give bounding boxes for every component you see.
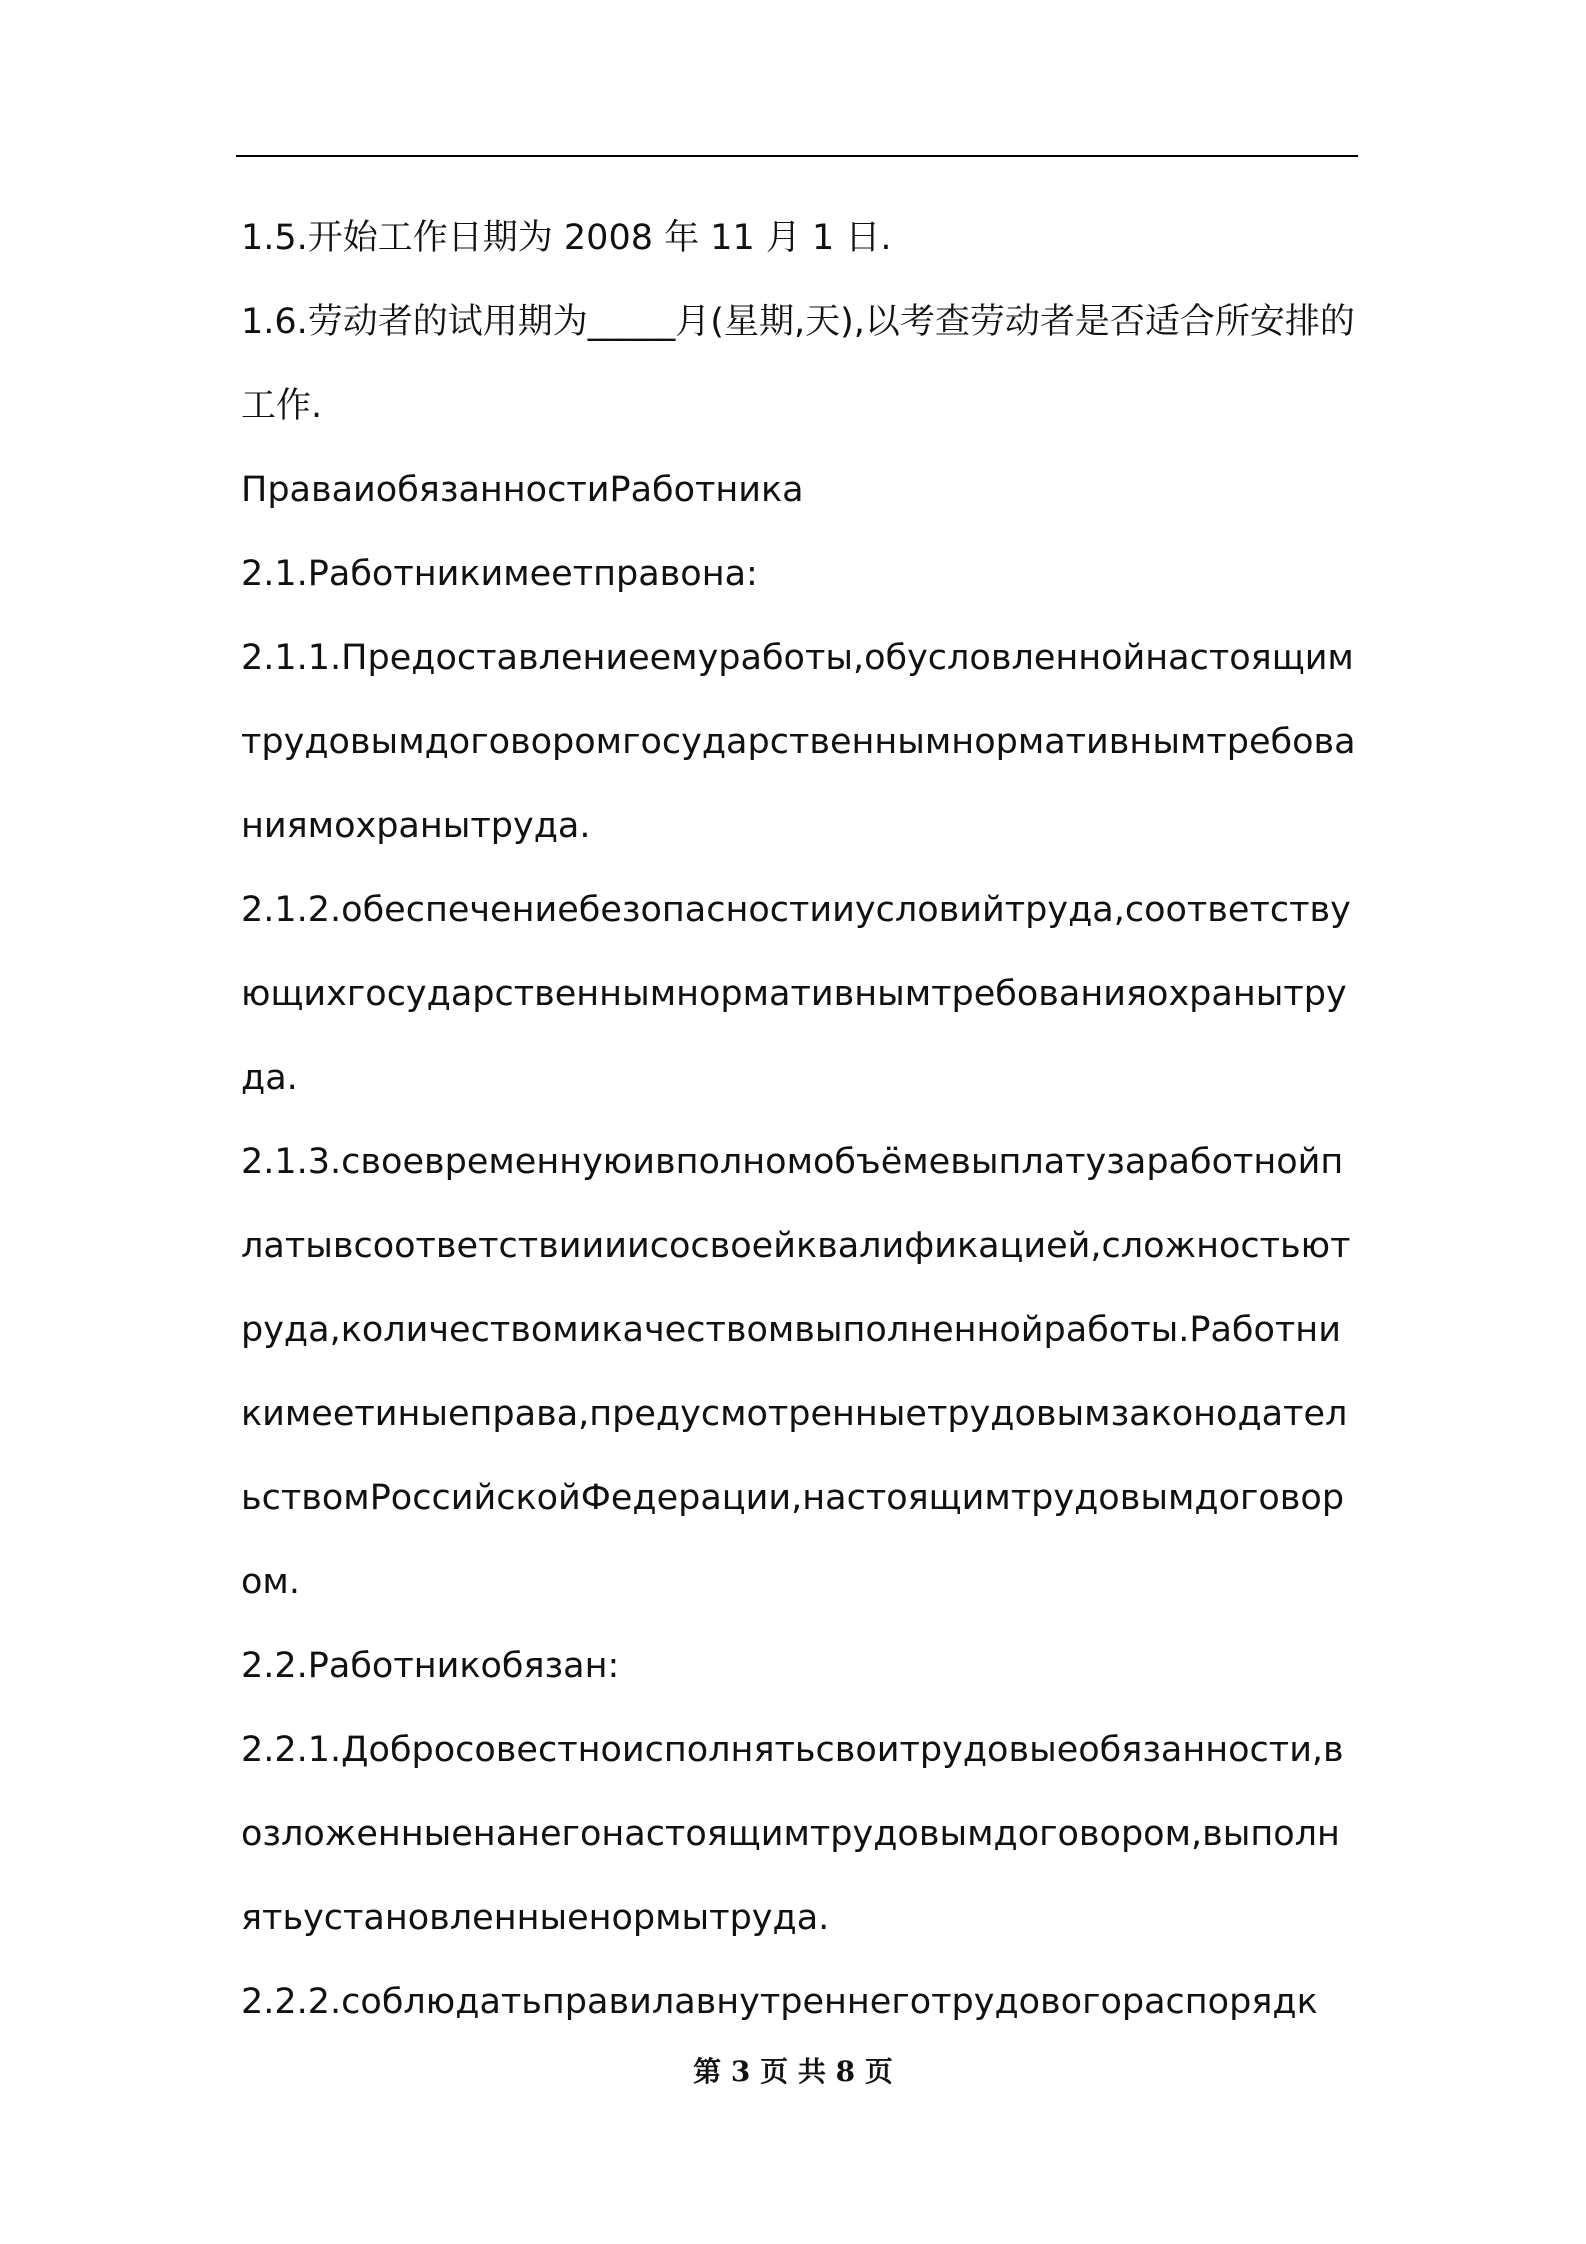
paragraph-2-2-2: 2.2.2.соблюдатьправилавнутреннеготрудовогораспорядк (241, 1982, 1318, 2022)
paragraph-2-1-1: 2.1.1.Предоставлениеемуработы,обусловленнойнастоящимтрудовымдоговоромгосударственнымнормативнымтребованиямохранытруда. (241, 638, 1356, 846)
paragraph-2-1: 2.1.Работникимеетправона: (241, 554, 758, 594)
paragraph-2-1-2: 2.1.2.обеспечениебезопасностииусловийтруда,соответствующихгосударственнымнормативнымтребованияохранытруда. (241, 890, 1351, 1098)
header-divider (236, 155, 1358, 157)
page-number: 第 3 页 共 8 页 (693, 2055, 893, 2088)
section-heading: ПраваиобязанностиРаботника (241, 470, 804, 510)
paragraph-2-1-3: 2.1.3.своевременнуюивполномобъёмевыплатузаработнойплатывсоответствиииисосвоейквалификацией,сложностьютруда,количествомикачествомвыполненнойработы.Работникимеетиныеправа,предусмотренныетрудовымзаконодательствомРоссийскойФедерации,настоящимтрудовымдоговором. (241, 1142, 1351, 1602)
paragraph-2-2-1: 2.2.1.Добросовестноисполнятьсвоитрудовыеобязанности,возложенныенанегонастоящимтрудовымдоговором,выполнятьустановленныенормытруда. (241, 1730, 1344, 1938)
document-body (241, 196, 1359, 2044)
paragraph-1-6: 1.6.劳动者的试用期为_____月(星期,天),以考查劳动者是否适合所安排的工作. (241, 302, 1355, 426)
paragraph-1-5: 1.5.开始工作日期为 2008 年 11 月 1 日. (241, 218, 892, 258)
paragraph-2-2: 2.2.Работникобязан: (241, 1646, 620, 1686)
